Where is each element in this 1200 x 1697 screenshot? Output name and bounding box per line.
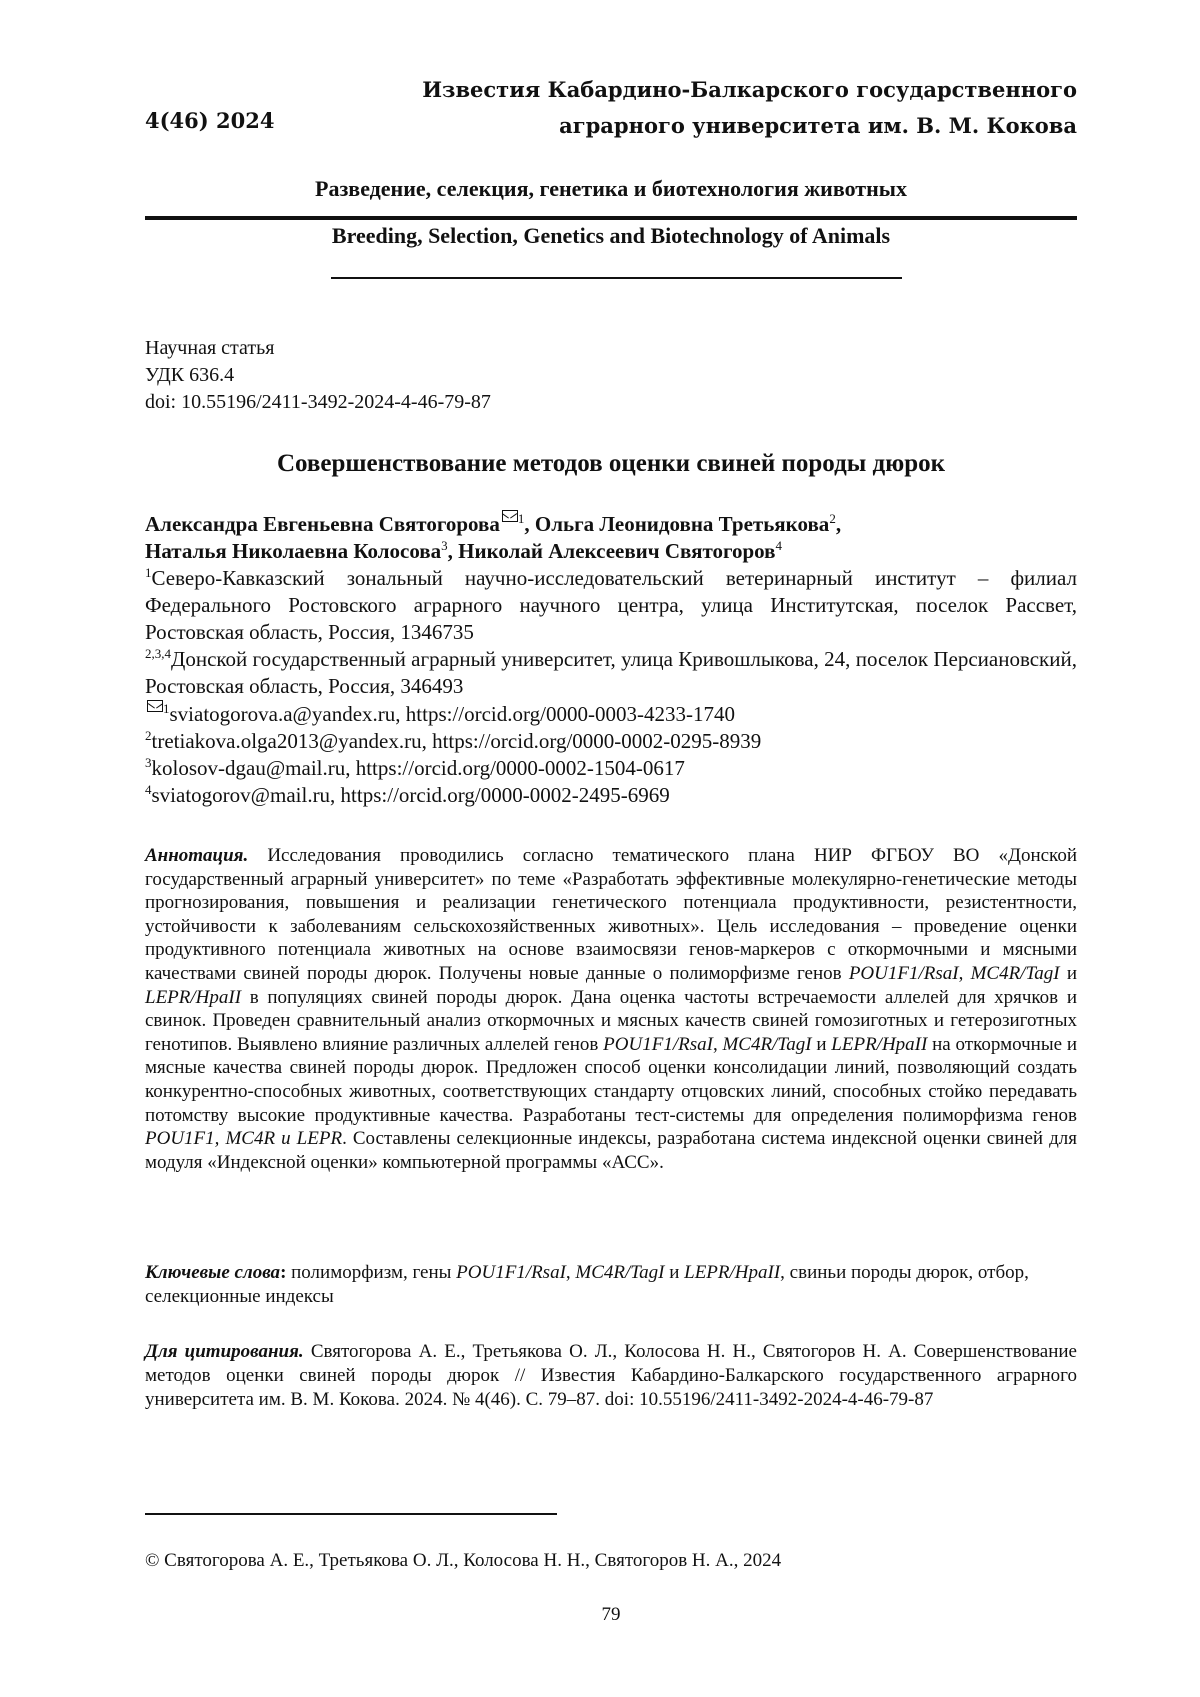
author-1: Александра Евгеньевна Святогорова <box>145 512 500 536</box>
page <box>145 0 1077 1697</box>
gene-name: MC4R/TagI <box>575 1262 665 1283</box>
contact-2 <box>145 728 1077 755</box>
gene-name: POU1F1/RsaI <box>603 1033 713 1055</box>
keywords-label: Ключевые слова <box>145 1262 281 1283</box>
citation-label: Для цитирования. <box>145 1341 304 1362</box>
keywords-text: полиморфизм, гены <box>286 1262 457 1283</box>
section-heading-en: Breeding, Selection, Genetics and Biotechnology of Animals <box>331 223 891 248</box>
abstract <box>145 844 1077 1174</box>
affiliation-1-sup: 1 <box>145 565 152 580</box>
citation <box>145 1340 1077 1412</box>
contact-4 <box>145 782 1077 809</box>
gene-name: POU1F1/RsaI <box>456 1262 566 1283</box>
gene-name: LEPR/HpaII <box>145 986 242 1008</box>
journal-title-line2: аграрного университета им. В. М. Кокова <box>559 113 1077 138</box>
gene-name: MC4R/TagI <box>722 1033 812 1055</box>
author-3: Наталья Николаевна Колосова <box>145 539 442 563</box>
author-3-sup: 3 <box>441 538 448 553</box>
gene-name: MC4R/TagI <box>970 962 1060 984</box>
page-number: 79 <box>601 1604 621 1625</box>
affiliation-2-sup: 2,3,4 <box>145 646 171 661</box>
footnote-rule <box>145 1513 557 1515</box>
separator: , <box>565 1262 576 1283</box>
author-names <box>145 510 1077 565</box>
contact-2-text[interactable]: tretiakova.olga2013@yandex.ru, https://orcid.org/0000-0002-0295-8939 <box>151 729 762 753</box>
journal-title <box>422 72 1077 144</box>
author-2: Ольга Леонидовна Третьякова <box>534 512 830 536</box>
article-title: Совершенствование методов оценки свиней породы дюрок <box>276 450 946 477</box>
abstract-text: в популяциях свиней породы дюрок. Дана оценка частоты встречаемости аллелей для хрячков и свинок. Проведен сравнительный анализ откормочных и мясных качеств свиней гомозиготных и гетерозиготных генотипов. Выявлено влияние различных аллелей генов <box>145 986 1077 1055</box>
contact-1-sup: 1 <box>163 701 170 716</box>
gene-name: POU1F1/RsaI <box>848 962 959 984</box>
abstract-text: Исследования проводились согласно тематического плана НИР ФГБОУ ВО «Донской государственный аграрный университет» по теме «Разработать эффективные молекулярно-генетические методы прогнозирования, повышения и реализации генетического потенциала продуктивности, резистентности, устойчивости к заболеваниям сельскохозяйственных животных». Цель исследования – проведение оценки продуктивного потенциала животных на основе взаимосвязи генов-маркеров с откормочными и мясными качествами свиней породы дюрок. Получены новые данные о полиморфизме генов <box>145 845 1077 984</box>
authors-block <box>145 510 1077 809</box>
doi: doi: 10.55196/2411-3492-2024-4-46-79-87 <box>145 391 491 413</box>
author-4: Николай Алексеевич Святогоров <box>458 539 776 563</box>
gene-name: LEPR/HpaII <box>831 1033 928 1055</box>
abstract-text: . Составлены селекционные индексы, разработана система индексной оценки свиней для модуля «Индексной оценки» компьютерной программы «АСС». <box>145 1128 1077 1173</box>
contact-1 <box>145 700 1077 728</box>
contact-2-sup: 2 <box>145 728 152 743</box>
article-meta <box>145 335 491 416</box>
separator: , <box>447 539 453 563</box>
separator: и <box>1059 962 1078 984</box>
running-header <box>145 72 1077 150</box>
separator: , <box>524 512 530 536</box>
affiliation-1 <box>145 565 1077 646</box>
citation-text: Святогорова А. Е., Третьякова О. Л., Колосова Н. Н., Святогоров Н. А. Совершенствование методов оценки свиней породы дюрок // Известия Кабардино-Балкарского государственного аграрного университета им. В. М. Кокова. 2024. № 4(46). С. 79–87. doi: 10.55196/2411-3492-2024-4-46-79-87 <box>145 1341 1077 1410</box>
keywords-colon: : <box>280 1262 287 1283</box>
section-heading-ru: Разведение, селекция, генетика и биотехнология животных <box>315 176 907 201</box>
udk: УДК 636.4 <box>145 364 235 386</box>
affiliation-1-text: Северо-Кавказский зональный научно-исследовательский ветеринарный институт – филиал Федерального Ростовского аграрного научного центра, улица Институтская, поселок Рассвет, Ростовская область, Россия, 1346735 <box>145 566 1077 644</box>
abstract-label: Аннотация. <box>145 845 249 866</box>
gene-name: LEPR/HpaII <box>684 1262 781 1283</box>
separator: , <box>835 512 842 536</box>
affiliation-2 <box>145 646 1077 700</box>
contact-3-sup: 3 <box>145 755 152 770</box>
separator: и <box>811 1033 832 1055</box>
section-divider <box>331 277 902 279</box>
contact-1-text[interactable]: sviatogorova.a@yandex.ru, https://orcid.org/0000-0003-4233-1740 <box>169 702 735 726</box>
envelope-icon <box>147 700 163 712</box>
author-2-sup: 2 <box>829 511 836 526</box>
gene-name: POU1F1, MC4R и LEPR <box>145 1128 343 1150</box>
contact-3 <box>145 755 1077 782</box>
separator: , <box>712 1033 723 1055</box>
issue-number: 4(46) 2024 <box>145 108 275 133</box>
contact-3-text[interactable]: kolosov-dgau@mail.ru, https://orcid.org/0000-0002-1504-0617 <box>151 756 685 780</box>
envelope-icon <box>502 510 518 522</box>
journal-title-line1: Известия Кабардино-Балкарского государственного <box>422 77 1077 102</box>
separator: и <box>664 1262 685 1283</box>
separator: , <box>958 962 971 984</box>
article-type: Научная статья <box>145 337 275 359</box>
copyright: © Святогорова А. Е., Третьякова О. Л., Колосова Н. Н., Святогоров Н. А., 2024 <box>145 1550 782 1571</box>
affiliation-2-text: Донской государственный аграрный университет, улица Кривошлыкова, 24, поселок Персиановский, Ростовская область, Россия, 346493 <box>145 647 1077 698</box>
keywords <box>145 1261 1077 1309</box>
author-4-sup: 4 <box>775 538 783 553</box>
keywords-text: , свиньи породы дюрок, отбор, селекционные индексы <box>145 1262 1029 1307</box>
contact-4-sup: 4 <box>145 782 152 797</box>
abstract-text: на откормочные и мясные качества свиней породы дюрок. Предложен способ оценки консолидации линий, позволяющий создать конкурентно-способных животных, соответствующих стандарту отцовских линий, способных стойко передавать потомству высокие продуктивные качества. Разработаны тест-системы для определения полиморфизма генов <box>145 1033 1077 1126</box>
author-1-sup: 1 <box>517 511 525 526</box>
contact-4-text[interactable]: sviatogorov@mail.ru, https://orcid.org/0000-0002-2495-6969 <box>151 783 670 807</box>
header-rule <box>145 216 1077 220</box>
